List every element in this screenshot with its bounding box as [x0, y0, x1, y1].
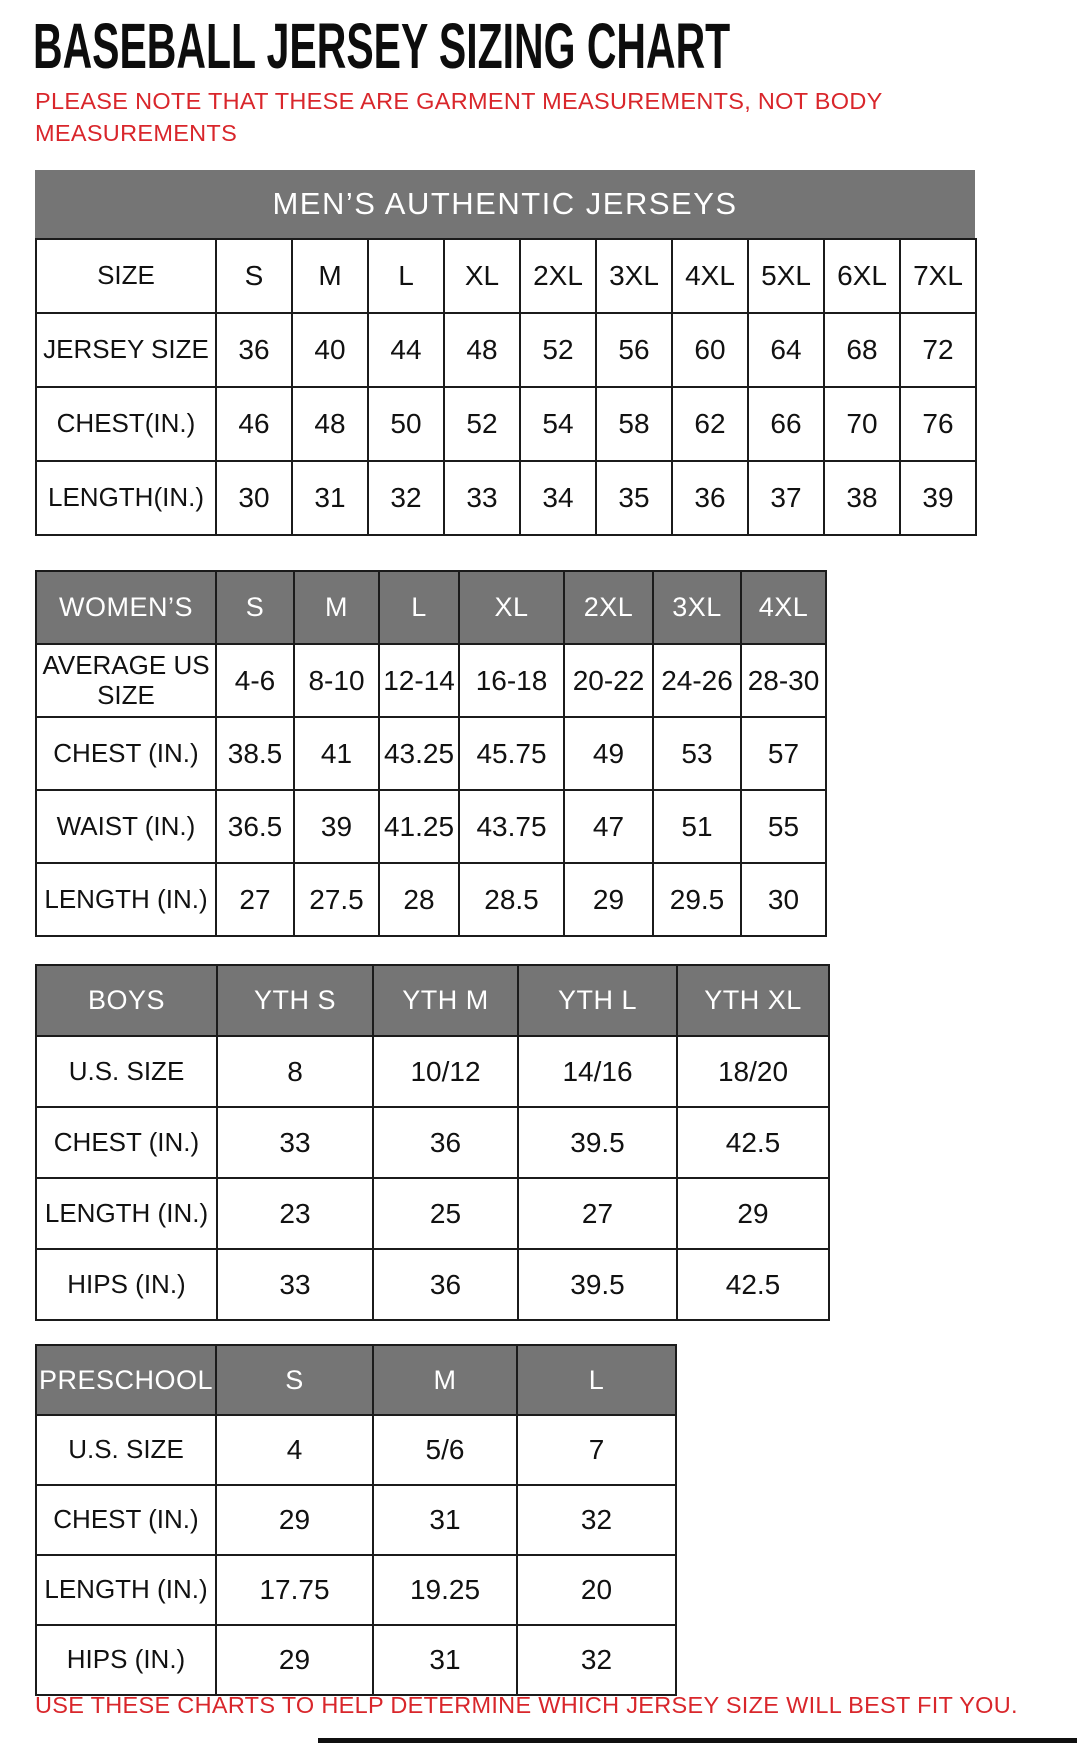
table-row [36, 313, 976, 387]
value-cell: 53 [653, 717, 741, 790]
value-cell: 36 [373, 1249, 518, 1320]
value-cell: 39.5 [518, 1249, 677, 1320]
value-cell: 30 [741, 863, 826, 936]
value-cell: 76 [900, 387, 976, 461]
value-cell: 62 [672, 387, 748, 461]
row-label-cell: AVERAGE US SIZE [36, 644, 216, 717]
table-header-row [36, 965, 829, 1036]
row-label-cell: CHEST (IN.) [36, 1485, 216, 1555]
row-label-cell: LENGTH (IN.) [36, 863, 216, 936]
value-cell: 66 [748, 387, 824, 461]
header-cell: PRESCHOOL [36, 1345, 216, 1415]
value-cell: 27.5 [294, 863, 379, 936]
table-row [36, 239, 976, 313]
value-cell: S [216, 239, 292, 313]
value-cell: 16-18 [459, 644, 564, 717]
header-cell: L [379, 571, 459, 644]
garment-measurements-note: PLEASE NOTE THAT THESE ARE GARMENT MEASUREMENTS, NOT BODY MEASUREMENTS [35, 88, 883, 146]
header-cell: 2XL [564, 571, 653, 644]
value-cell: 36.5 [216, 790, 294, 863]
value-cell: 7 [517, 1415, 676, 1485]
preschool-sizing-table [35, 1344, 677, 1696]
value-cell: 29 [216, 1625, 373, 1695]
table-row [36, 387, 976, 461]
table-row [36, 1415, 676, 1485]
value-cell: 43.75 [459, 790, 564, 863]
table-row [36, 1485, 676, 1555]
value-cell: 43.25 [379, 717, 459, 790]
value-cell: 52 [444, 387, 520, 461]
boys-sizing-table [35, 964, 830, 1321]
value-cell: 20 [517, 1555, 676, 1625]
value-cell: 29 [677, 1178, 829, 1249]
header-cell: 4XL [741, 571, 826, 644]
value-cell: 47 [564, 790, 653, 863]
value-cell: 55 [741, 790, 826, 863]
value-cell: 6XL [824, 239, 900, 313]
value-cell: 37 [748, 461, 824, 535]
value-cell: 36 [672, 461, 748, 535]
row-label-cell: HIPS (IN.) [36, 1249, 217, 1320]
header-cell: YTH M [373, 965, 518, 1036]
value-cell: 58 [596, 387, 672, 461]
header-cell: BOYS [36, 965, 217, 1036]
value-cell: 41 [294, 717, 379, 790]
value-cell: 23 [217, 1178, 373, 1249]
header-cell: YTH L [518, 965, 677, 1036]
table-row [36, 1107, 829, 1178]
row-label-cell: CHEST(IN.) [36, 387, 216, 461]
row-label-cell: JERSEY SIZE [36, 313, 216, 387]
value-cell: 5XL [748, 239, 824, 313]
value-cell: 41.25 [379, 790, 459, 863]
value-cell: 33 [444, 461, 520, 535]
value-cell: 36 [216, 313, 292, 387]
value-cell: 20-22 [564, 644, 653, 717]
value-cell: 52 [520, 313, 596, 387]
value-cell: 8-10 [294, 644, 379, 717]
header-cell: M [294, 571, 379, 644]
row-label-cell: WAIST (IN.) [36, 790, 216, 863]
value-cell: 72 [900, 313, 976, 387]
row-label-cell: HIPS (IN.) [36, 1625, 216, 1695]
value-cell: 10/12 [373, 1036, 518, 1107]
value-cell: 4XL [672, 239, 748, 313]
value-cell: 44 [368, 313, 444, 387]
value-cell: 29.5 [653, 863, 741, 936]
table-row [36, 790, 826, 863]
bottom-divider-bar [318, 1738, 1077, 1743]
value-cell: 39 [900, 461, 976, 535]
value-cell: 64 [748, 313, 824, 387]
value-cell: 31 [292, 461, 368, 535]
row-label-cell: U.S. SIZE [36, 1036, 217, 1107]
header-cell: L [517, 1345, 676, 1415]
row-label-cell: SIZE [36, 239, 216, 313]
value-cell: 49 [564, 717, 653, 790]
table-header-row [36, 1345, 676, 1415]
value-cell: 38.5 [216, 717, 294, 790]
value-cell: 31 [373, 1485, 517, 1555]
header-cell: S [216, 571, 294, 644]
table-row [36, 717, 826, 790]
value-cell: 14/16 [518, 1036, 677, 1107]
value-cell: 28 [379, 863, 459, 936]
value-cell: 19.25 [373, 1555, 517, 1625]
row-label-cell: CHEST (IN.) [36, 717, 216, 790]
value-cell: 56 [596, 313, 672, 387]
value-cell: 33 [217, 1249, 373, 1320]
header-cell: S [216, 1345, 373, 1415]
value-cell: 24-26 [653, 644, 741, 717]
value-cell: 33 [217, 1107, 373, 1178]
value-cell: 50 [368, 387, 444, 461]
page-title: BASEBALL JERSEY SIZING CHART [33, 10, 731, 82]
row-label-cell: CHEST (IN.) [36, 1107, 217, 1178]
value-cell: 29 [564, 863, 653, 936]
value-cell: 18/20 [677, 1036, 829, 1107]
row-label-cell: LENGTH (IN.) [36, 1555, 216, 1625]
value-cell: 35 [596, 461, 672, 535]
value-cell: 42.5 [677, 1107, 829, 1178]
value-cell: 48 [292, 387, 368, 461]
header-cell: XL [459, 571, 564, 644]
header-cell: M [373, 1345, 517, 1415]
table-header-row [36, 571, 826, 644]
value-cell: 46 [216, 387, 292, 461]
value-cell: 4-6 [216, 644, 294, 717]
value-cell: 27 [518, 1178, 677, 1249]
value-cell: 40 [292, 313, 368, 387]
value-cell: 57 [741, 717, 826, 790]
value-cell: 12-14 [379, 644, 459, 717]
value-cell: 28.5 [459, 863, 564, 936]
value-cell: 31 [373, 1625, 517, 1695]
table-row [36, 1625, 676, 1695]
value-cell: 60 [672, 313, 748, 387]
value-cell: 8 [217, 1036, 373, 1107]
table-row [36, 1249, 829, 1320]
value-cell: 36 [373, 1107, 518, 1178]
table-row [36, 1036, 829, 1107]
value-cell: 2XL [520, 239, 596, 313]
value-cell: 28-30 [741, 644, 826, 717]
value-cell: M [292, 239, 368, 313]
header-cell: YTH XL [677, 965, 829, 1036]
mens-table-title-band: MEN’S AUTHENTIC JERSEYS [35, 170, 975, 238]
value-cell: L [368, 239, 444, 313]
value-cell: 39 [294, 790, 379, 863]
value-cell: 32 [517, 1485, 676, 1555]
header-cell: WOMEN’S [36, 571, 216, 644]
header-cell: 3XL [653, 571, 741, 644]
table-row [36, 461, 976, 535]
value-cell: 27 [216, 863, 294, 936]
value-cell: 17.75 [216, 1555, 373, 1625]
value-cell: 30 [216, 461, 292, 535]
value-cell: 32 [517, 1625, 676, 1695]
value-cell: 32 [368, 461, 444, 535]
header-cell: YTH S [217, 965, 373, 1036]
mens-sizing-table [35, 238, 977, 536]
value-cell: 34 [520, 461, 596, 535]
value-cell: 68 [824, 313, 900, 387]
value-cell: XL [444, 239, 520, 313]
value-cell: 45.75 [459, 717, 564, 790]
table-row [36, 644, 826, 717]
table-row [36, 1555, 676, 1625]
value-cell: 7XL [900, 239, 976, 313]
row-label-cell: LENGTH(IN.) [36, 461, 216, 535]
value-cell: 38 [824, 461, 900, 535]
value-cell: 39.5 [518, 1107, 677, 1178]
value-cell: 48 [444, 313, 520, 387]
value-cell: 54 [520, 387, 596, 461]
table-row [36, 863, 826, 936]
row-label-cell: LENGTH (IN.) [36, 1178, 217, 1249]
value-cell: 70 [824, 387, 900, 461]
value-cell: 51 [653, 790, 741, 863]
row-label-cell: U.S. SIZE [36, 1415, 216, 1485]
table-row [36, 1178, 829, 1249]
womens-sizing-table [35, 570, 827, 937]
value-cell: 3XL [596, 239, 672, 313]
value-cell: 42.5 [677, 1249, 829, 1320]
value-cell: 5/6 [373, 1415, 517, 1485]
value-cell: 25 [373, 1178, 518, 1249]
footer-note: USE THESE CHARTS TO HELP DETERMINE WHICH JERSEY SIZE WILL BEST FIT YOU. [35, 1692, 1018, 1718]
value-cell: 29 [216, 1485, 373, 1555]
value-cell: 4 [216, 1415, 373, 1485]
